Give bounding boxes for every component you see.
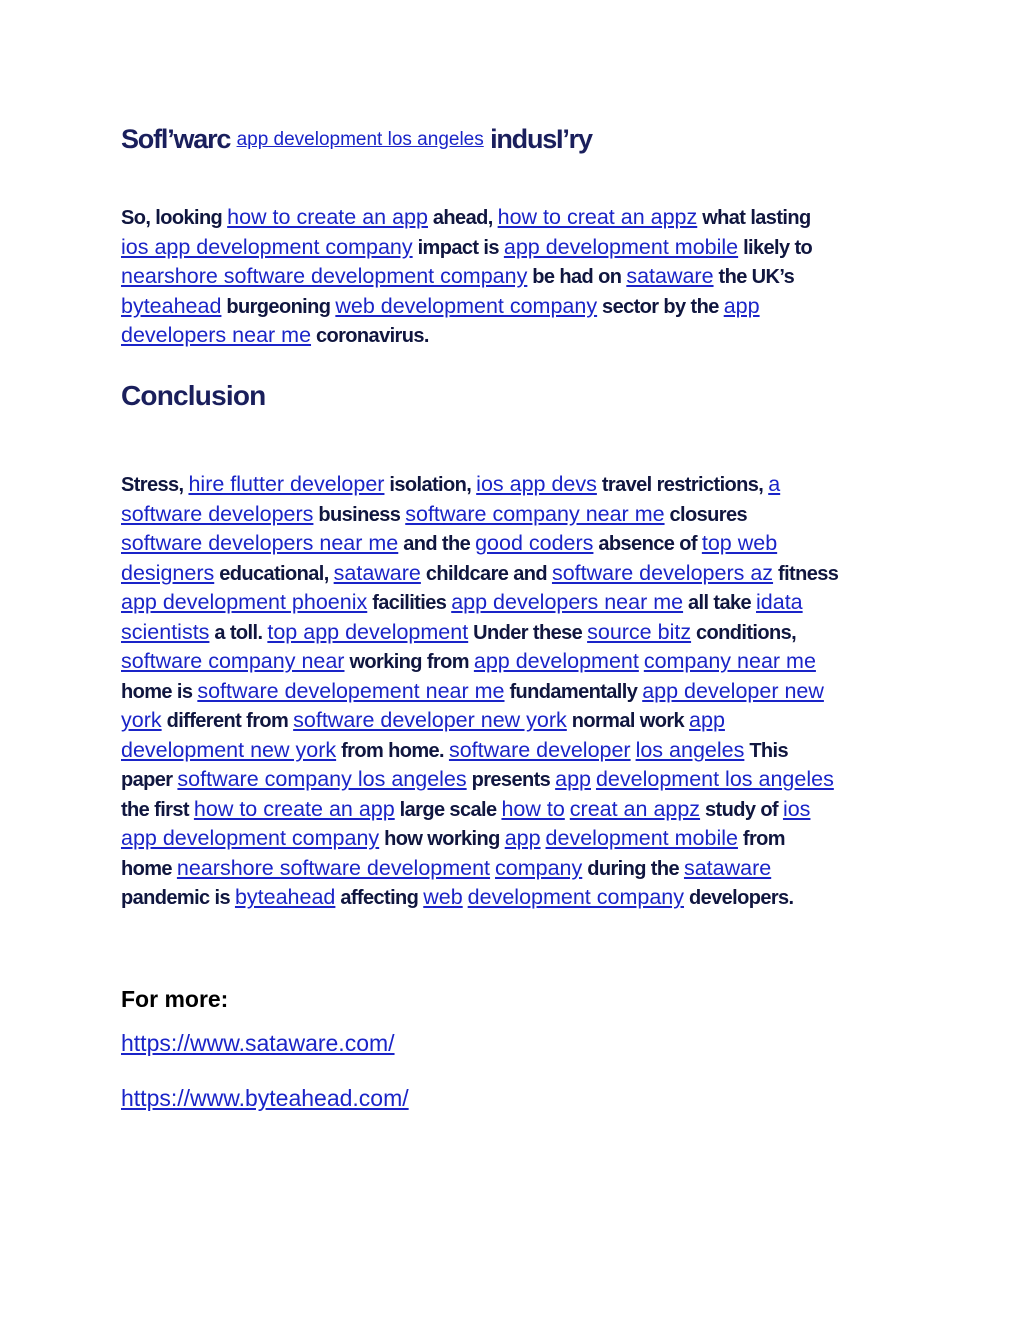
text-line: [121, 764, 834, 795]
heading-link[interactable]: app development los angeles: [236, 129, 484, 150]
inline-link[interactable]: nearshore software development: [176, 855, 491, 880]
bold-text: business: [313, 503, 406, 526]
inline-link[interactable]: good coders: [475, 531, 594, 555]
bold-text: all take: [683, 592, 757, 614]
bold-text: large scale: [394, 798, 502, 821]
text-line: [121, 528, 777, 559]
inline-link[interactable]: development los angeles: [595, 767, 834, 791]
inline-link[interactable]: development company: [467, 885, 684, 909]
bold-text: developers.: [684, 887, 794, 909]
conclusion-heading: Conclusion: [121, 380, 266, 411]
inline-link[interactable]: software developer: [448, 737, 631, 762]
inline-link[interactable]: app developer new: [642, 678, 824, 703]
inline-link[interactable]: nearshore software development company: [121, 264, 528, 288]
bold-text: the first: [121, 798, 194, 821]
bold-text: closures: [664, 503, 747, 526]
bold-text: fitness: [773, 562, 839, 585]
inline-link[interactable]: app: [723, 293, 760, 318]
bold-text: fundamentally: [504, 680, 643, 703]
bold-text: from: [737, 828, 785, 850]
text-line: [121, 823, 785, 854]
inline-link[interactable]: idata: [756, 590, 803, 614]
inline-link[interactable]: byteahead: [234, 885, 336, 909]
inline-link[interactable]: app: [504, 826, 541, 850]
text-line: [121, 853, 771, 884]
bold-text: affecting: [335, 887, 424, 909]
inline-link[interactable]: top app development: [267, 619, 469, 644]
bold-text: likely to: [738, 236, 813, 259]
text-line: [121, 291, 760, 322]
bold-text: presents: [466, 769, 556, 791]
inline-link[interactable]: web: [423, 885, 463, 909]
inline-link[interactable]: ios app devs: [476, 472, 597, 496]
inline-link[interactable]: how to create an app: [193, 796, 395, 821]
text-line: [121, 882, 794, 913]
bold-text: working from: [344, 651, 474, 673]
bold-text: coronavirus.: [311, 325, 429, 347]
inline-link[interactable]: app development company: [121, 826, 380, 850]
bold-text: childcare and: [420, 562, 552, 585]
inline-link[interactable]: a: [768, 472, 781, 496]
bold-text: a toll.: [209, 621, 268, 644]
bold-text: educational,: [214, 562, 334, 585]
bold-text: different from: [161, 710, 294, 732]
bold-text: Under these: [468, 621, 588, 644]
bold-text: normal work: [566, 710, 690, 732]
text-line: [121, 499, 747, 530]
bold-text: facilities: [367, 592, 452, 614]
text-line: [121, 617, 796, 648]
text-line: [121, 676, 824, 707]
inline-link[interactable]: app development: [473, 649, 639, 673]
inline-link[interactable]: development mobile: [545, 826, 738, 850]
inline-link[interactable]: software developers az: [551, 560, 774, 585]
text-line: [121, 261, 794, 292]
text-line: [121, 232, 812, 263]
inline-link[interactable]: ios app development company: [121, 234, 413, 259]
inline-link[interactable]: hire flutter developer: [188, 472, 385, 496]
bold-text: isolation,: [384, 474, 477, 496]
inline-link[interactable]: sataware: [626, 264, 714, 288]
bold-text: burgeoning: [221, 295, 336, 318]
text-line: [121, 202, 811, 233]
bold-text: So, looking: [121, 207, 228, 229]
bold-text: sector by the: [597, 295, 724, 318]
bold-text: Stress,: [121, 474, 189, 496]
for-more-label: For more:: [121, 986, 229, 1012]
inline-link[interactable]: how to: [501, 796, 565, 821]
bold-text: absence of: [593, 533, 702, 555]
text-line: [121, 558, 838, 589]
sataware-url-link[interactable]: https://www.sataware.com/: [121, 1030, 395, 1056]
inline-link[interactable]: scientists: [121, 619, 210, 644]
inline-link[interactable]: top web: [701, 531, 778, 555]
inline-link[interactable]: company near me: [643, 649, 816, 673]
bold-text: pandemic is: [121, 887, 235, 909]
text-line: [121, 646, 816, 677]
text-line: [121, 735, 788, 766]
bold-text: from home.: [336, 739, 449, 762]
inline-link[interactable]: ios: [782, 796, 811, 821]
inline-link[interactable]: developers near me: [121, 323, 312, 347]
inline-link[interactable]: how to create an app: [227, 205, 428, 229]
section-heading-industry: [121, 124, 592, 155]
heading-part-1: Sofl’warc: [121, 124, 231, 154]
bold-text: be had on: [527, 266, 627, 288]
bold-text: home: [121, 857, 177, 880]
inline-link[interactable]: software company los angeles: [177, 767, 467, 791]
bold-text: conditions,: [691, 621, 797, 644]
inline-link[interactable]: software company near me: [405, 501, 665, 526]
bold-text: study of: [700, 798, 783, 821]
bold-text: what lasting: [697, 207, 811, 229]
bold-text: how working: [379, 828, 505, 850]
inline-link[interactable]: creat an appz: [569, 796, 701, 821]
inline-link[interactable]: development new york: [121, 737, 337, 762]
text-line: [121, 705, 725, 736]
bold-text: ahead,: [427, 207, 498, 229]
bold-text: during the: [582, 857, 684, 880]
inline-link[interactable]: software developers: [121, 501, 314, 526]
bold-text: and the: [398, 533, 476, 555]
text-line: [121, 587, 803, 618]
inline-link[interactable]: software developers near me: [121, 531, 399, 555]
bold-text: This: [744, 739, 789, 762]
text-line: [121, 794, 810, 825]
text-line: [121, 320, 429, 351]
inline-link[interactable]: software developement near me: [197, 678, 505, 703]
text-line: [121, 469, 780, 500]
heading-part-2: indusI’ry: [490, 124, 592, 154]
inline-link[interactable]: los angeles: [635, 737, 745, 762]
byteahead-url-link[interactable]: https://www.byteahead.com/: [121, 1085, 409, 1111]
inline-link[interactable]: how to creat an appz: [497, 205, 698, 229]
inline-link[interactable]: designers: [121, 560, 215, 585]
inline-link[interactable]: source bitz: [587, 619, 692, 644]
inline-link[interactable]: sataware: [683, 855, 772, 880]
inline-link[interactable]: app developers near me: [451, 590, 684, 614]
inline-link[interactable]: york: [121, 708, 162, 732]
inline-link[interactable]: byteahead: [121, 293, 222, 318]
inline-link[interactable]: app: [689, 708, 725, 732]
inline-link[interactable]: app development mobile: [503, 234, 739, 259]
inline-link[interactable]: software company near: [121, 649, 345, 673]
inline-link[interactable]: app development phoenix: [121, 590, 368, 614]
bold-text: impact is: [412, 236, 504, 259]
inline-link[interactable]: company: [495, 855, 583, 880]
inline-link[interactable]: sataware: [333, 560, 421, 585]
bold-text: the UK’s: [713, 266, 795, 288]
inline-link[interactable]: web development company: [335, 293, 598, 318]
inline-link[interactable]: software developer new york: [293, 708, 567, 732]
inline-link[interactable]: app: [555, 767, 591, 791]
bold-text: paper: [121, 769, 178, 791]
bold-text: travel restrictions,: [596, 474, 769, 496]
bold-text: home is: [121, 680, 198, 703]
